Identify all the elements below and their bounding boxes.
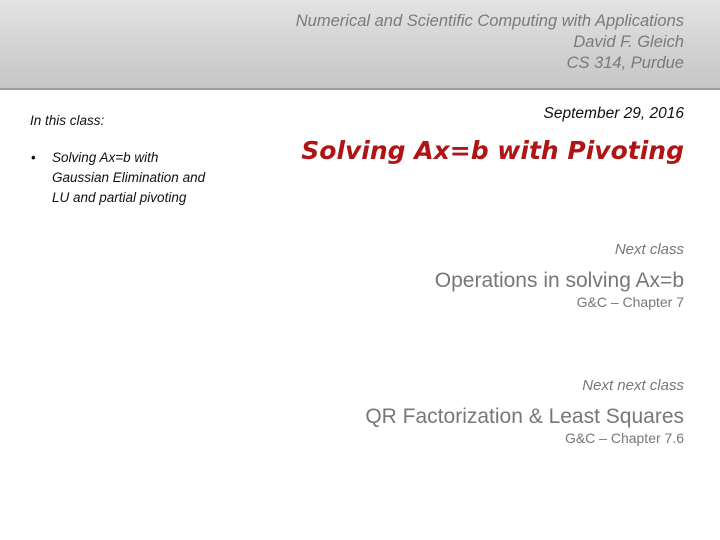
- next-class-title: Operations in solving Ax=b: [434, 269, 684, 292]
- topic-line: Solving Ax=b with: [52, 150, 159, 165]
- sidebar-heading: In this class:: [30, 113, 105, 128]
- topic-line: LU and partial pivoting: [52, 190, 187, 205]
- class-topics-sidebar: [30, 113, 245, 208]
- header-divider: [0, 88, 720, 90]
- topic-line: Gaussian Elimination and: [52, 170, 206, 185]
- topics-list: [30, 148, 245, 208]
- course-name: Numerical and Scientific Computing with Applications: [295, 12, 684, 30]
- next-next-class-reference: G&C – Chapter 7.6: [564, 430, 684, 446]
- next-next-class-label: Next next class: [582, 377, 684, 394]
- bullet-icon: •: [31, 150, 36, 165]
- lecture-title: Solving Ax=b with Pivoting: [301, 136, 684, 165]
- next-next-class-block: [365, 377, 684, 447]
- instructor-name: David F. Gleich: [573, 33, 684, 51]
- next-class-label: Next class: [614, 241, 684, 258]
- lecture-date: September 29, 2016: [543, 105, 684, 122]
- course-code: CS 314, Purdue: [566, 54, 684, 72]
- topic-list-item: [30, 148, 245, 208]
- next-next-class-title: QR Factorization & Least Squares: [365, 405, 684, 428]
- next-class-reference: G&C – Chapter 7: [576, 294, 684, 310]
- next-class-block: [435, 241, 684, 311]
- course-header: [296, 11, 684, 74]
